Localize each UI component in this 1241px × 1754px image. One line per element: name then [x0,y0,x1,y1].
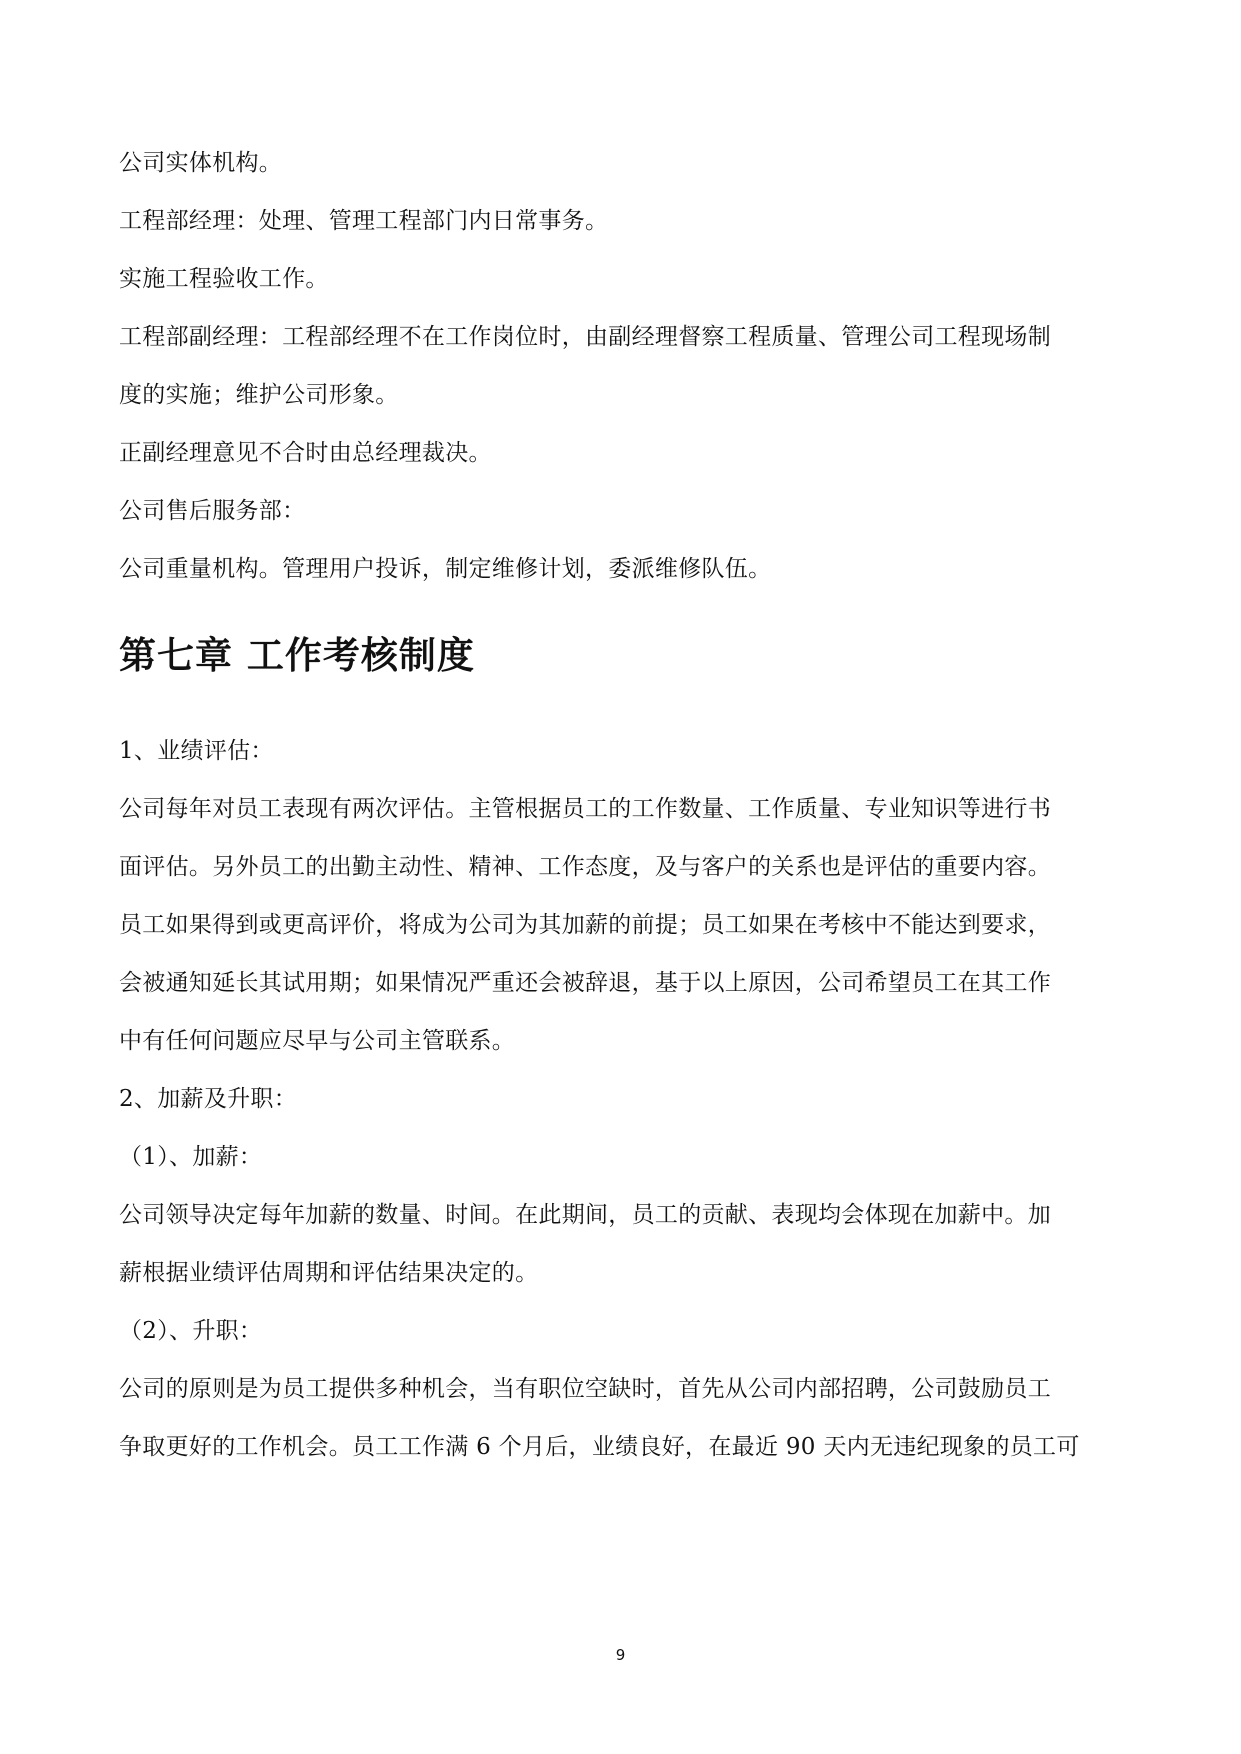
text-line: 薪根据业绩评估周期和评估结果决定的。 [119,1260,539,1286]
text-line: 正副经理意见不合时由总经理裁决。 [119,440,492,466]
section-label: 1、业绩评估： [119,738,274,764]
page-number: 9 [615,1646,626,1664]
section-label: 2、加薪及升职： [119,1086,298,1112]
text-line: 公司售后服务部： [119,498,306,524]
subsection-label: （1）、加薪： [119,1144,263,1170]
text-line: 公司领导决定每年加薪的数量、时间。在此期间，员工的贡献、表现均会体现在加薪中。加 [119,1202,1051,1228]
text-line: 实施工程验收工作。 [119,266,329,292]
text-line: 面评估。另外员工的出勤主动性、精神、工作态度，及与客户的关系也是评估的重要内容。 [119,854,1051,880]
subsection-label: （2）、升职： [119,1318,263,1344]
text-line: 度的实施；维护公司形象。 [119,382,399,408]
text-line: 争取更好的工作机会。员工工作满 6 个月后，业绩良好，在最近 90 天内无违纪现象的员工可 [119,1434,1080,1460]
text-line: 员工如果得到或更高评价，将成为公司为其加薪的前提；员工如果在考核中不能达到要求， [119,912,1051,938]
text-line: 公司实体机构。 [119,150,283,176]
text-line: 公司每年对员工表现有两次评估。主管根据员工的工作数量、工作质量、专业知识等进行书 [119,796,1051,822]
text-line: 会被通知延长其试用期；如果情况严重还会被辞退，基于以上原因，公司希望员工在其工作 [119,970,1051,996]
text-line: 公司重量机构。管理用户投诉，制定维修计划，委派维修队伍。 [119,556,772,582]
chapter-heading: 第七章 工作考核制度 [119,634,475,677]
text-line: 工程部经理：处理、管理工程部门内日常事务。 [119,208,609,234]
text-line: 中有任何问题应尽早与公司主管联系。 [119,1028,516,1054]
text-line: 工程部副经理：工程部经理不在工作岗位时，由副经理督察工程质量、管理公司工程现场制 [119,324,1051,350]
text-line: 公司的原则是为员工提供多种机会，当有职位空缺时，首先从公司内部招聘，公司鼓励员工 [119,1376,1051,1402]
